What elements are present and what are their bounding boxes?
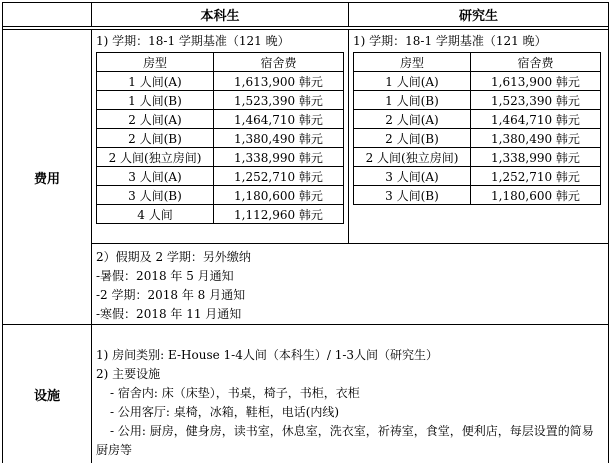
room-type-cell: 4 人间	[97, 205, 214, 224]
room-type-cell: 1 人间(B)	[97, 91, 214, 110]
facilities-row-label: 设施	[3, 325, 92, 463]
room-type-cell: 3 人间(A)	[354, 167, 471, 186]
room-type-header: 房型	[97, 53, 214, 72]
fee-row	[354, 110, 601, 129]
room-type-cell: 1 人间(B)	[354, 91, 471, 110]
fee-row	[354, 72, 601, 91]
fee-amount-cell: 1,380,490 韩元	[214, 129, 344, 148]
fees-tables-area	[92, 30, 608, 244]
fee-row	[354, 129, 601, 148]
undergrad-fee-panel	[92, 30, 349, 243]
fee-row	[354, 186, 601, 205]
fee-amount-cell: 1,252,710 韩元	[214, 167, 344, 186]
fee-amount-cell: 1,464,710 韩元	[471, 110, 601, 129]
room-type-cell: 3 人间(B)	[354, 186, 471, 205]
room-type-cell: 2 人间(A)	[354, 110, 471, 129]
fee-amount-cell: 1,180,600 韩元	[471, 186, 601, 205]
room-type-cell: 2 人间(B)	[354, 129, 471, 148]
dormitory-info-table	[2, 2, 609, 463]
fee-amount-cell: 1,523,390 韩元	[471, 91, 601, 110]
fee-amount-cell: 1,523,390 韩元	[214, 91, 344, 110]
room-type-cell: 2 人间(独立房间)	[97, 148, 214, 167]
fee-row	[97, 129, 344, 148]
room-type-cell: 2 人间(A)	[97, 110, 214, 129]
header-grad: 研究生	[458, 9, 498, 24]
facilities-common: - 公用: 厨房，健身房，读书室，休息室，洗衣室，祈祷室，食堂，便利店，每层设置的简易厨房等	[96, 424, 594, 457]
table-header-row	[97, 53, 344, 72]
table-header-row	[354, 53, 601, 72]
fee-row	[354, 167, 601, 186]
facilities-content	[92, 325, 608, 463]
holiday-note-semester2: -2 学期：2018 年 8 月通知	[96, 288, 246, 302]
fees-row	[3, 30, 608, 325]
room-type-cell: 3 人间(A)	[97, 167, 214, 186]
facilities-row	[3, 325, 608, 463]
fee-amount-cell: 1,252,710 韩元	[471, 167, 601, 186]
fee-amount-cell: 1,380,490 韩元	[471, 129, 601, 148]
holiday-note-summer: -暑假：2018 年 5 月通知	[96, 269, 234, 283]
grad-fee-table	[353, 52, 601, 205]
fee-row	[97, 205, 344, 224]
fee-row	[97, 148, 344, 167]
grad-fee-panel	[349, 30, 608, 243]
fee-row	[97, 72, 344, 91]
fee-amount-cell: 1,613,900 韩元	[214, 72, 344, 91]
fee-amount-cell: 1,464,710 韩元	[214, 110, 344, 129]
fee-row	[354, 91, 601, 110]
fee-row	[354, 148, 601, 167]
facilities-main-title: 2) 主要设施	[96, 367, 161, 381]
header-row	[3, 3, 608, 30]
room-type-cell: 2 人间(独立房间)	[354, 148, 471, 167]
fee-amount-cell: 1,338,990 韩元	[214, 148, 344, 167]
holiday-note-title: 2）假期及 2 学期：另外缴纳	[96, 250, 251, 264]
grad-semester-note: 1) 学期：18-1 学期基准（121 晚）	[353, 34, 547, 48]
fee-amount-cell: 1,338,990 韩元	[471, 148, 601, 167]
fee-header: 宿舍费	[471, 53, 601, 72]
holiday-note	[92, 244, 608, 324]
room-type-cell: 2 人间(B)	[97, 129, 214, 148]
room-type-cell: 3 人间(B)	[97, 186, 214, 205]
undergrad-fee-table	[96, 52, 344, 224]
header-blank-cell	[3, 3, 92, 26]
undergrad-semester-note: 1) 学期：18-1 学期基准（121 晚）	[96, 34, 290, 48]
fees-row-label: 费用	[3, 30, 92, 324]
room-type-header: 房型	[354, 53, 471, 72]
header-undergrad: 本科生	[92, 3, 349, 26]
fee-amount-cell: 1,180,600 韩元	[214, 186, 344, 205]
fee-header: 宿舍费	[214, 53, 344, 72]
room-type-cell: 1 人间(A)	[97, 72, 214, 91]
fee-row	[97, 167, 344, 186]
facilities-common-living: - 公用客厅: 桌椅，冰箱，鞋柜，电话(内线)	[110, 405, 340, 419]
holiday-note-winter: -寒假：2018 年 11 月通知	[96, 307, 242, 321]
fee-row	[97, 91, 344, 110]
fees-content	[92, 30, 608, 324]
facilities-room-category: 1) 房间类别: E-House 1-4人间（本科生）/ 1-3人间（研究生）	[96, 348, 439, 362]
fee-row	[97, 110, 344, 129]
room-type-cell: 1 人间(A)	[354, 72, 471, 91]
fee-amount-cell: 1,112,960 韩元	[214, 205, 344, 224]
fee-row	[97, 186, 344, 205]
facilities-in-room: - 宿舍内: 床（床垫），书桌，椅子，书柜，衣柜	[110, 386, 360, 400]
fee-amount-cell: 1,613,900 韩元	[471, 72, 601, 91]
